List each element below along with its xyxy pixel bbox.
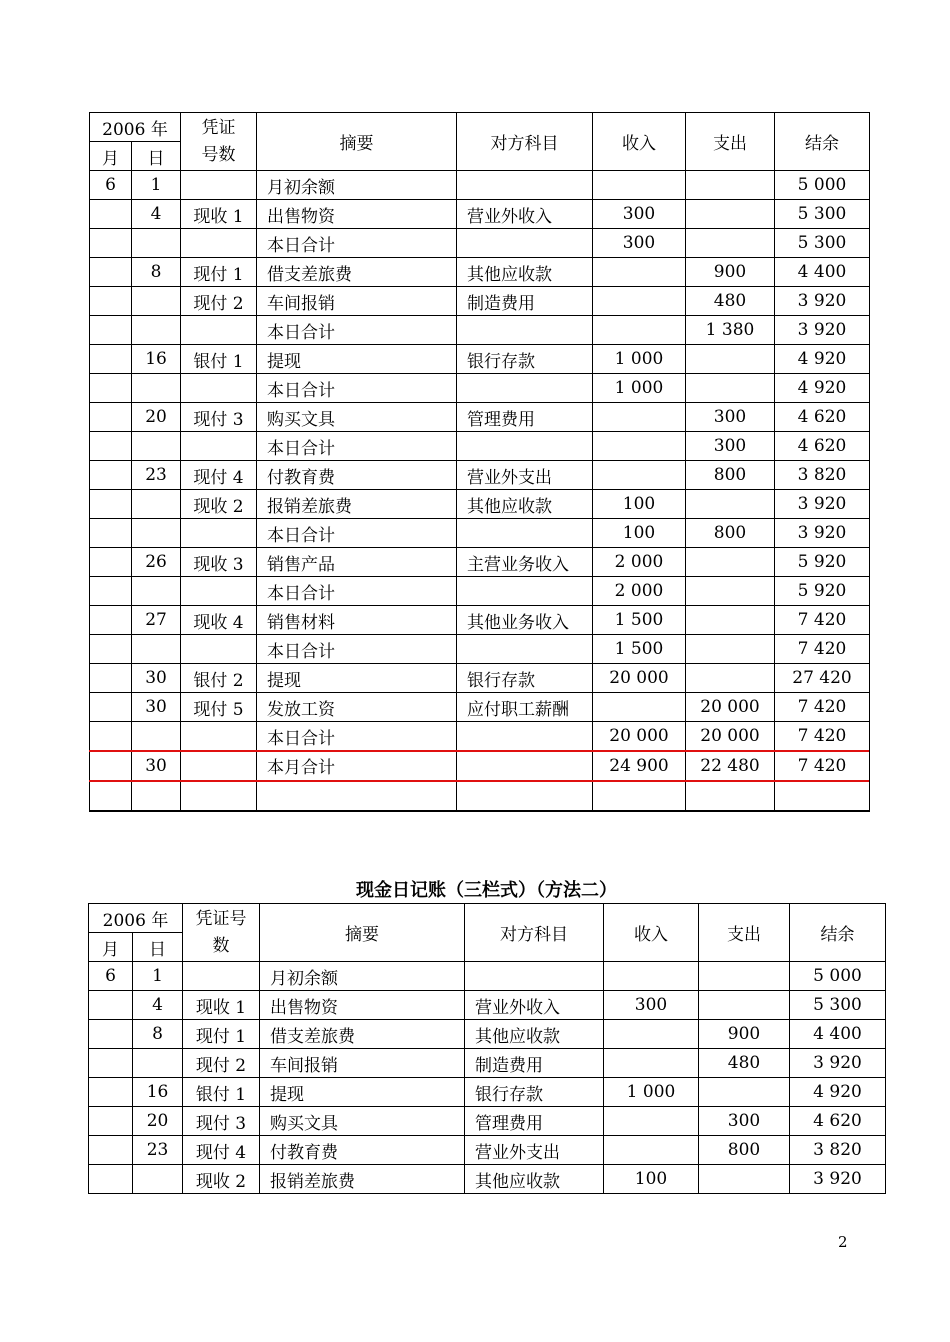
cell-counter-account [457,635,593,664]
cell-counter-account: 主营业务收入 [457,548,593,577]
cell-income [604,962,699,991]
cell-summary: 付教育费 [257,461,457,490]
cell-day: 30 [132,664,181,693]
table-row [90,490,870,519]
cell-counter-account: 管理费用 [457,403,593,432]
cell-income [593,258,686,287]
cell-month [90,461,132,490]
cell-month [90,229,132,258]
cell-balance: 5 000 [790,962,886,991]
cell-day [132,577,181,606]
cell-day: 27 [132,606,181,635]
cell-counter-account [457,374,593,403]
cell-day [132,432,181,461]
cell-expense: 800 [699,1136,790,1165]
cell-balance: 3 920 [790,1165,886,1194]
cell-month [90,751,132,781]
table-row [90,258,870,287]
cell-month [90,635,132,664]
cell-day [132,781,181,812]
cell-day: 26 [132,548,181,577]
cell-summary: 购买文具 [260,1107,465,1136]
cell-income: 300 [593,229,686,258]
cell-expense: 800 [686,519,775,548]
cell-day: 8 [132,258,181,287]
table-row [90,200,870,229]
red-rule-top [89,750,869,752]
cell-balance: 5 300 [775,229,870,258]
cell-counter-account [457,781,593,812]
cell-expense [699,1078,790,1107]
header-day: 日 [132,142,181,171]
table-row [89,1078,886,1107]
cell-expense [686,490,775,519]
cell-income: 20 000 [593,722,686,751]
header-counter-account: 对方科目 [457,113,593,171]
cell-day: 23 [133,1136,183,1165]
cell-voucher: 现付 5 [181,693,257,722]
cell-summary: 月初余额 [260,962,465,991]
cell-voucher [181,519,257,548]
table-row [90,635,870,664]
cell-income [593,432,686,461]
table-row [90,606,870,635]
cell-voucher [181,781,257,812]
table-row [89,1107,886,1136]
cell-day: 16 [133,1078,183,1107]
cell-counter-account: 银行存款 [457,664,593,693]
cell-day [132,635,181,664]
cell-month [89,1020,133,1049]
cell-expense [699,1165,790,1194]
cell-summary: 本日合计 [257,722,457,751]
cell-expense: 900 [699,1020,790,1049]
cell-counter-account: 其他应收款 [465,1165,604,1194]
cell-counter-account: 管理费用 [465,1107,604,1136]
cell-income: 2 000 [593,548,686,577]
cell-income [593,171,686,200]
table-row [90,432,870,461]
cell-expense [686,200,775,229]
cell-month [90,287,132,316]
cell-month [90,548,132,577]
cell-expense [686,664,775,693]
table-row [89,1049,886,1078]
cell-day [133,1049,183,1078]
cell-month [90,200,132,229]
cell-counter-account: 银行存款 [457,345,593,374]
cell-summary: 本日合计 [257,229,457,258]
cell-day [132,229,181,258]
cell-expense: 300 [686,403,775,432]
table-row [90,781,870,812]
cell-counter-account [457,171,593,200]
cell-balance: 3 920 [775,519,870,548]
cell-voucher: 现收 2 [183,1165,260,1194]
cell-voucher: 现付 2 [183,1049,260,1078]
page-number: 2 [838,1233,848,1251]
cell-balance: 7 420 [775,693,870,722]
cell-voucher: 现付 2 [181,287,257,316]
cell-voucher [181,171,257,200]
cell-balance: 4 920 [775,345,870,374]
cell-day: 23 [132,461,181,490]
cell-income [604,1136,699,1165]
header-balance: 结余 [790,904,886,962]
cell-summary: 提现 [260,1078,465,1107]
cell-balance: 7 420 [775,606,870,635]
cell-expense [699,962,790,991]
cell-summary: 提现 [257,664,457,693]
cell-balance: 4 620 [790,1107,886,1136]
cell-summary: 本日合计 [257,374,457,403]
cell-counter-account: 其他应收款 [465,1020,604,1049]
table-row [90,751,870,781]
cell-balance: 27 420 [775,664,870,693]
cell-income: 100 [593,490,686,519]
cell-voucher [181,374,257,403]
cell-balance: 4 920 [775,374,870,403]
cell-day [132,316,181,345]
header-year: 2006 年 [90,113,181,142]
cell-month [90,606,132,635]
cell-voucher: 现付 1 [181,258,257,287]
cell-voucher [181,316,257,345]
cell-summary: 本日合计 [257,635,457,664]
table-2-title: 现金日记账（三栏式）（方法二） [356,880,617,901]
cell-expense [686,635,775,664]
cell-income: 20 000 [593,664,686,693]
cell-counter-account: 其他应收款 [457,258,593,287]
cell-day: 20 [133,1107,183,1136]
cell-month [90,403,132,432]
cell-voucher: 现收 3 [181,548,257,577]
cell-day [133,1165,183,1194]
cell-balance: 7 420 [775,722,870,751]
cell-expense [686,345,775,374]
header-year: 2006 年 [89,904,183,933]
cell-voucher: 现付 4 [183,1136,260,1165]
cell-voucher: 现收 1 [181,200,257,229]
cell-day: 30 [132,751,181,781]
header-income: 收入 [593,113,686,171]
cell-balance: 5 920 [775,577,870,606]
cell-income: 300 [593,200,686,229]
header-day: 日 [133,933,183,962]
cell-summary: 付教育费 [260,1136,465,1165]
header-expense: 支出 [686,113,775,171]
table-row [90,316,870,345]
cell-summary: 销售材料 [257,606,457,635]
cell-month [89,991,133,1020]
cell-balance: 7 420 [775,635,870,664]
cell-counter-account: 制造费用 [457,287,593,316]
table-row [90,664,870,693]
table-row [89,1165,886,1194]
cell-summary: 出售物资 [257,200,457,229]
table-row [90,577,870,606]
cell-counter-account: 营业外收入 [465,991,604,1020]
cell-income: 2 000 [593,577,686,606]
cell-summary: 报销差旅费 [257,490,457,519]
cell-month [89,1136,133,1165]
cell-day: 16 [132,345,181,374]
cell-expense: 480 [699,1049,790,1078]
header-voucher: 凭证 号数 [181,113,257,171]
cell-counter-account [457,519,593,548]
cell-month [89,1049,133,1078]
table-row [90,461,870,490]
cell-summary [257,781,457,812]
header-summary: 摘要 [257,113,457,171]
table-row [90,403,870,432]
red-rule-bottom [89,780,869,782]
cell-expense [686,781,775,812]
cell-voucher [181,635,257,664]
table-row [90,287,870,316]
cell-income: 1 000 [593,345,686,374]
cell-day: 4 [132,200,181,229]
cell-balance: 7 420 [775,751,870,781]
cell-income [604,1049,699,1078]
cell-voucher [181,577,257,606]
table-row [89,991,886,1020]
cell-day [132,287,181,316]
cell-expense [686,171,775,200]
cell-voucher: 银付 2 [181,664,257,693]
cell-summary: 借支差旅费 [260,1020,465,1049]
cash-journal-table-2 [88,903,886,1194]
cell-income: 100 [604,1165,699,1194]
cell-expense: 20 000 [686,722,775,751]
cell-month [89,1078,133,1107]
cell-voucher [181,432,257,461]
table-row [90,693,870,722]
table-row [90,548,870,577]
table-row [90,519,870,548]
cell-counter-account: 应付职工薪酬 [457,693,593,722]
table-row [89,1020,886,1049]
cell-summary: 报销差旅费 [260,1165,465,1194]
cell-day [132,374,181,403]
cell-day [132,490,181,519]
cell-voucher: 现付 1 [183,1020,260,1049]
cell-month [90,664,132,693]
cell-balance: 5 920 [775,548,870,577]
cell-expense [686,577,775,606]
cell-income [593,693,686,722]
cell-day: 1 [132,171,181,200]
cell-income [604,1020,699,1049]
cell-voucher: 银付 1 [183,1078,260,1107]
cell-month [90,316,132,345]
cell-income: 1 500 [593,606,686,635]
cell-voucher [181,722,257,751]
cell-balance: 3 820 [790,1136,886,1165]
header-balance: 结余 [775,113,870,171]
cell-day [132,519,181,548]
cell-summary: 本日合计 [257,432,457,461]
cell-month [90,577,132,606]
cell-day: 8 [133,1020,183,1049]
cell-counter-account [457,316,593,345]
cell-voucher: 现付 3 [181,403,257,432]
cell-expense [699,991,790,1020]
cell-expense [686,229,775,258]
cell-balance: 3 820 [775,461,870,490]
cell-month [89,1107,133,1136]
cell-counter-account: 营业外收入 [457,200,593,229]
cell-balance: 5 300 [790,991,886,1020]
cell-expense: 900 [686,258,775,287]
cell-income [593,781,686,812]
cell-summary: 销售产品 [257,548,457,577]
header-counter-account: 对方科目 [465,904,604,962]
cell-month [90,722,132,751]
header-month: 月 [90,142,132,171]
header-expense: 支出 [699,904,790,962]
cell-income: 300 [604,991,699,1020]
cell-summary: 本日合计 [257,519,457,548]
cell-summary: 本日合计 [257,316,457,345]
cell-balance: 4 920 [790,1078,886,1107]
cell-income: 1 000 [593,374,686,403]
cell-expense: 800 [686,461,775,490]
cell-voucher: 银付 1 [181,345,257,374]
table-row [89,962,886,991]
header-income: 收入 [604,904,699,962]
cell-voucher: 现付 3 [183,1107,260,1136]
cell-balance: 5 300 [775,200,870,229]
cell-month: 6 [89,962,133,991]
cell-month [90,519,132,548]
cell-voucher: 现收 2 [181,490,257,519]
cell-summary: 车间报销 [260,1049,465,1078]
cell-balance: 5 000 [775,171,870,200]
cell-month [90,781,132,812]
cell-income: 1 500 [593,635,686,664]
table-row [90,345,870,374]
cell-counter-account: 银行存款 [465,1078,604,1107]
cell-expense [686,548,775,577]
header-month: 月 [89,933,133,962]
cell-expense: 480 [686,287,775,316]
table-row [90,171,870,200]
table-row [90,229,870,258]
header-summary: 摘要 [260,904,465,962]
cell-expense [686,606,775,635]
cell-summary: 发放工资 [257,693,457,722]
cell-month [90,374,132,403]
cell-voucher: 现收 1 [183,991,260,1020]
cell-income: 100 [593,519,686,548]
cell-month [90,490,132,519]
cell-month [90,258,132,287]
cell-balance: 4 400 [790,1020,886,1049]
cell-expense: 1 380 [686,316,775,345]
cell-income [604,1107,699,1136]
cell-balance: 3 920 [790,1049,886,1078]
cell-voucher [181,751,257,781]
cell-income: 24 900 [593,751,686,781]
cell-month [90,345,132,374]
cell-voucher [183,962,260,991]
cell-balance: 3 920 [775,316,870,345]
cell-summary: 本月合计 [257,751,457,781]
cell-counter-account: 营业外支出 [457,461,593,490]
cell-day: 1 [133,962,183,991]
cell-month: 6 [90,171,132,200]
cell-month [90,432,132,461]
cell-balance: 3 920 [775,490,870,519]
cell-expense: 300 [699,1107,790,1136]
cell-income [593,287,686,316]
cell-counter-account [457,577,593,606]
cell-counter-account [457,229,593,258]
cell-counter-account [457,751,593,781]
cell-summary: 出售物资 [260,991,465,1020]
cell-summary: 月初余额 [257,171,457,200]
cell-voucher [181,229,257,258]
cell-balance: 3 920 [775,287,870,316]
cell-summary: 车间报销 [257,287,457,316]
cell-counter-account: 其他业务收入 [457,606,593,635]
cell-counter-account: 制造费用 [465,1049,604,1078]
cell-voucher: 现付 4 [181,461,257,490]
header-voucher: 凭证号 数 [183,904,260,962]
cell-expense: 300 [686,432,775,461]
cell-voucher: 现收 4 [181,606,257,635]
cell-counter-account [457,722,593,751]
cell-balance: 4 620 [775,432,870,461]
cell-counter-account [465,962,604,991]
cell-income [593,403,686,432]
cash-journal-table-1 [89,112,870,812]
cell-counter-account: 其他应收款 [457,490,593,519]
cell-summary: 借支差旅费 [257,258,457,287]
cell-summary: 购买文具 [257,403,457,432]
cell-balance: 4 620 [775,403,870,432]
cell-expense: 22 480 [686,751,775,781]
cell-counter-account [457,432,593,461]
cell-balance: 4 400 [775,258,870,287]
cell-expense [686,374,775,403]
table-row [90,374,870,403]
cell-income: 1 000 [604,1078,699,1107]
cell-summary: 提现 [257,345,457,374]
cell-day: 4 [133,991,183,1020]
cell-summary: 本日合计 [257,577,457,606]
cell-income [593,461,686,490]
cell-balance [775,781,870,812]
cell-counter-account: 营业外支出 [465,1136,604,1165]
cell-day [132,722,181,751]
table-row [89,1136,886,1165]
cell-month [89,1165,133,1194]
cell-income [593,316,686,345]
table-row [90,722,870,751]
cell-month [90,693,132,722]
cell-expense: 20 000 [686,693,775,722]
cell-day: 30 [132,693,181,722]
cell-day: 20 [132,403,181,432]
